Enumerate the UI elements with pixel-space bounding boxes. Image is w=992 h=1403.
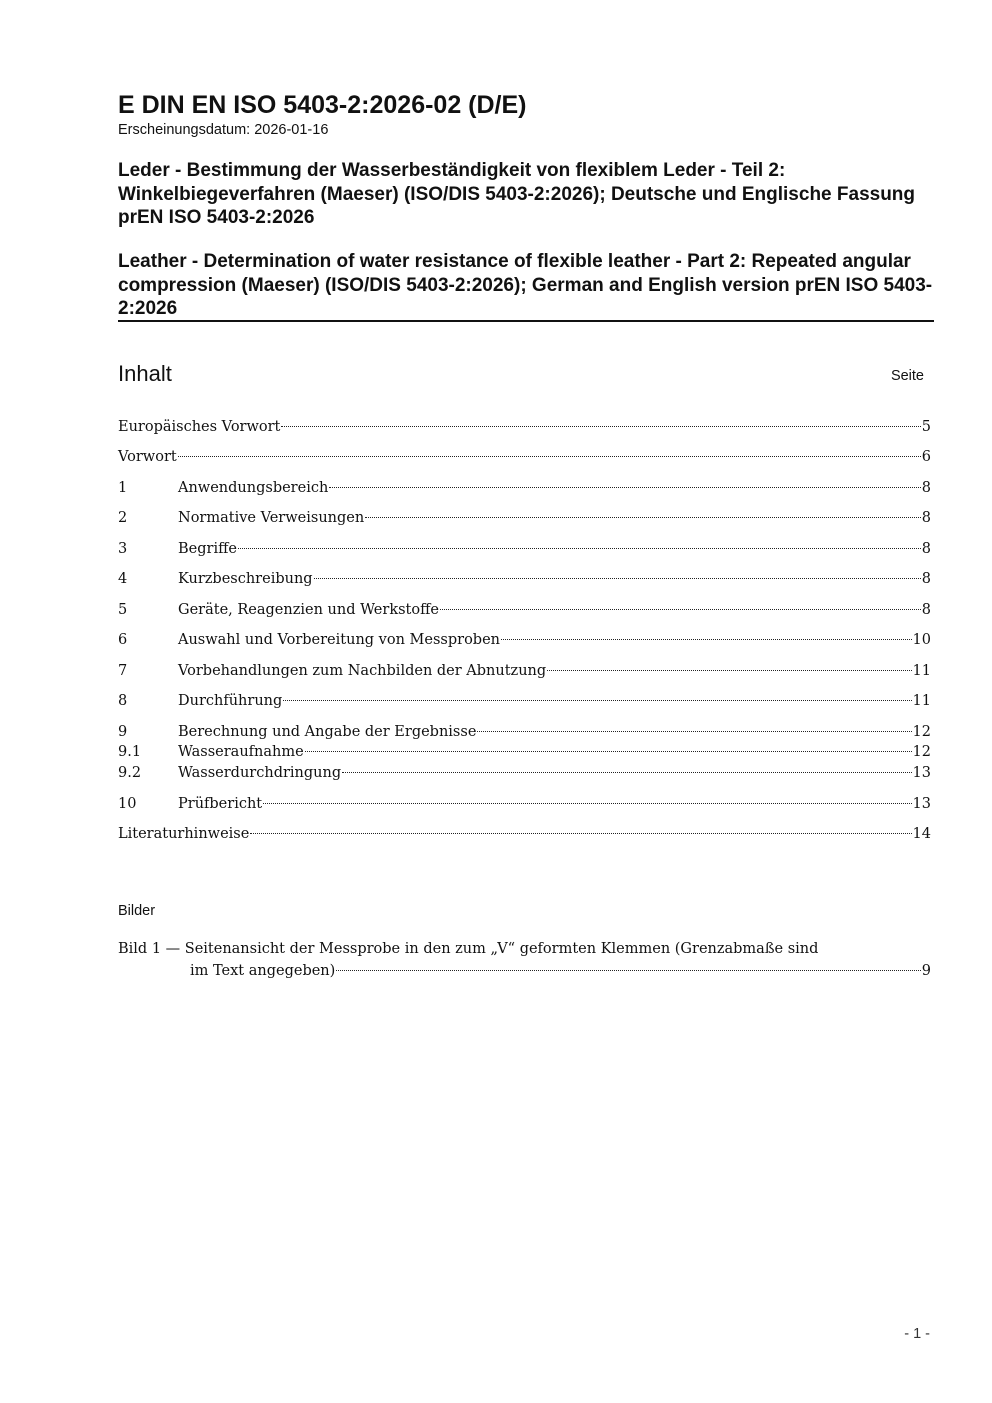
toc-entry-9-1[interactable]	[118, 742, 931, 764]
toc-leader-dots	[329, 485, 920, 488]
figure-entry-title-line2: im Text angegeben)	[190, 963, 336, 979]
toc-entry-number: 3	[118, 541, 128, 557]
toc-heading: Inhalt	[118, 361, 172, 386]
toc-entry-literaturhinweise[interactable]	[118, 824, 931, 846]
figures-heading: Bilder	[118, 903, 156, 919]
toc-entry-number: 6	[118, 632, 128, 648]
toc-leader-dots	[305, 749, 912, 752]
toc-entry-title: Prüfbericht	[178, 796, 263, 812]
toc-entry-number: 8	[118, 693, 128, 709]
toc-leader-dots	[501, 637, 912, 640]
toc-entry-number: 9	[118, 724, 128, 740]
toc-entry-page: 13	[912, 765, 931, 781]
document-id: E DIN EN ISO 5403-2:2026-02 (D/E)	[118, 91, 527, 119]
toc-page-column-label: Seite	[890, 368, 924, 384]
toc-leader-dots	[281, 424, 920, 427]
toc-leader-dots	[178, 454, 921, 457]
toc-entry-number: 5	[118, 602, 128, 618]
toc-entry-number: 1	[118, 480, 128, 496]
publication-date: Erscheinungsdatum: 2026-01-16	[118, 122, 329, 138]
toc-entry-number: 10	[118, 796, 137, 812]
toc-entry-page: 11	[912, 693, 931, 709]
toc-entry-9-2[interactable]	[118, 763, 931, 785]
toc-entry-title: Begriffe	[178, 541, 237, 557]
toc-entry-title: Berechnung und Angabe der Ergebnisse	[178, 724, 477, 740]
toc-entry-page: 8	[921, 510, 931, 526]
toc-entry-number: 9.2	[118, 765, 142, 781]
toc-entry-title: Literaturhinweise	[118, 826, 250, 842]
toc-leader-dots	[283, 698, 911, 701]
toc-entry-title: Vorwort	[118, 449, 177, 465]
toc-entry-number: 2	[118, 510, 128, 526]
toc-entry-vorwort[interactable]	[118, 447, 931, 469]
toc-entry-1[interactable]	[118, 478, 931, 500]
toc-entry-title: Durchführung	[178, 693, 283, 709]
title-english: Leather - Determination of water resistance of flexible leather - Part 2: Repeated angular compression (Maeser) (ISO/DIS 5403-2:2026); German and English version prEN ISO 5403-2:2026	[118, 251, 933, 319]
toc-entry-title: Auswahl und Vorbereitung von Messproben	[178, 632, 500, 648]
toc-entry-page: 8	[921, 541, 931, 557]
toc-entry-3[interactable]	[118, 539, 931, 561]
toc-leader-dots	[547, 668, 911, 671]
toc-entry-title: Wasseraufnahme	[178, 744, 304, 760]
toc-entry-page: 8	[921, 480, 931, 496]
toc-leader-dots	[440, 607, 921, 610]
toc-entry-7[interactable]	[118, 661, 931, 683]
toc-entry-8[interactable]	[118, 691, 931, 713]
title-german: Leder - Bestimmung der Wasserbeständigkeit von flexiblem Leder - Teil 2: Winkelbiegeverfahren (Maeser) (ISO/DIS 5403-2:2026); Deutsche und Englische Fassung prEN ISO 5403-2:2026	[118, 160, 916, 228]
toc-entry-title: Europäisches Vorwort	[118, 419, 281, 435]
toc-leader-dots	[314, 576, 921, 579]
figure-entry-title-line1: Bild 1 — Seitenansicht der Messprobe in den zum „V“ geformten Klemmen (Grenzabmaße sind	[118, 941, 819, 957]
toc-entry-2[interactable]	[118, 508, 931, 530]
toc-leader-dots	[342, 770, 911, 773]
toc-entry-page: 12	[912, 744, 931, 760]
toc-entry-page: 13	[912, 796, 931, 812]
toc-entry-title: Vorbehandlungen zum Nachbilden der Abnutzung	[178, 663, 547, 679]
toc-entry-number: 4	[118, 571, 128, 587]
toc-entry-page: 8	[921, 571, 931, 587]
toc-entry-title: Geräte, Reagenzien und Werkstoffe	[178, 602, 439, 618]
toc-entry-6[interactable]	[118, 630, 931, 652]
toc-entry-page: 10	[912, 632, 931, 648]
toc-entry-number: 7	[118, 663, 128, 679]
figure-entry-line2	[190, 961, 931, 983]
toc-leader-dots	[477, 729, 911, 732]
page-number: - 1 -	[904, 1326, 930, 1342]
toc-entry-page: 5	[921, 419, 931, 435]
toc-entry-page: 11	[912, 663, 931, 679]
toc-entry-page: 6	[921, 449, 931, 465]
toc-entry-page: 8	[921, 602, 931, 618]
toc-entry-title: Kurzbeschreibung	[178, 571, 313, 587]
toc-leader-dots	[365, 515, 921, 518]
toc-entry-number: 9.1	[118, 744, 142, 760]
toc-entry-page: 14	[912, 826, 931, 842]
toc-entry-europaeisches-vorwort[interactable]	[118, 417, 931, 439]
toc-entry-title: Wasserdurchdringung	[178, 765, 342, 781]
toc-entry-5[interactable]	[118, 600, 931, 622]
toc-leader-dots	[250, 831, 911, 834]
toc-leader-dots	[336, 968, 920, 971]
toc-entry-title: Normative Verweisungen	[178, 510, 365, 526]
toc-entry-10[interactable]	[118, 794, 931, 816]
toc-entry-title: Anwendungsbereich	[178, 480, 329, 496]
toc-entry-9[interactable]	[118, 722, 931, 744]
figure-entry-page: 9	[921, 963, 931, 979]
toc-leader-dots	[238, 546, 921, 549]
title-divider	[118, 320, 934, 322]
toc-leader-dots	[263, 801, 911, 804]
toc-entry-page: 12	[912, 724, 931, 740]
toc-entry-4[interactable]	[118, 569, 931, 591]
